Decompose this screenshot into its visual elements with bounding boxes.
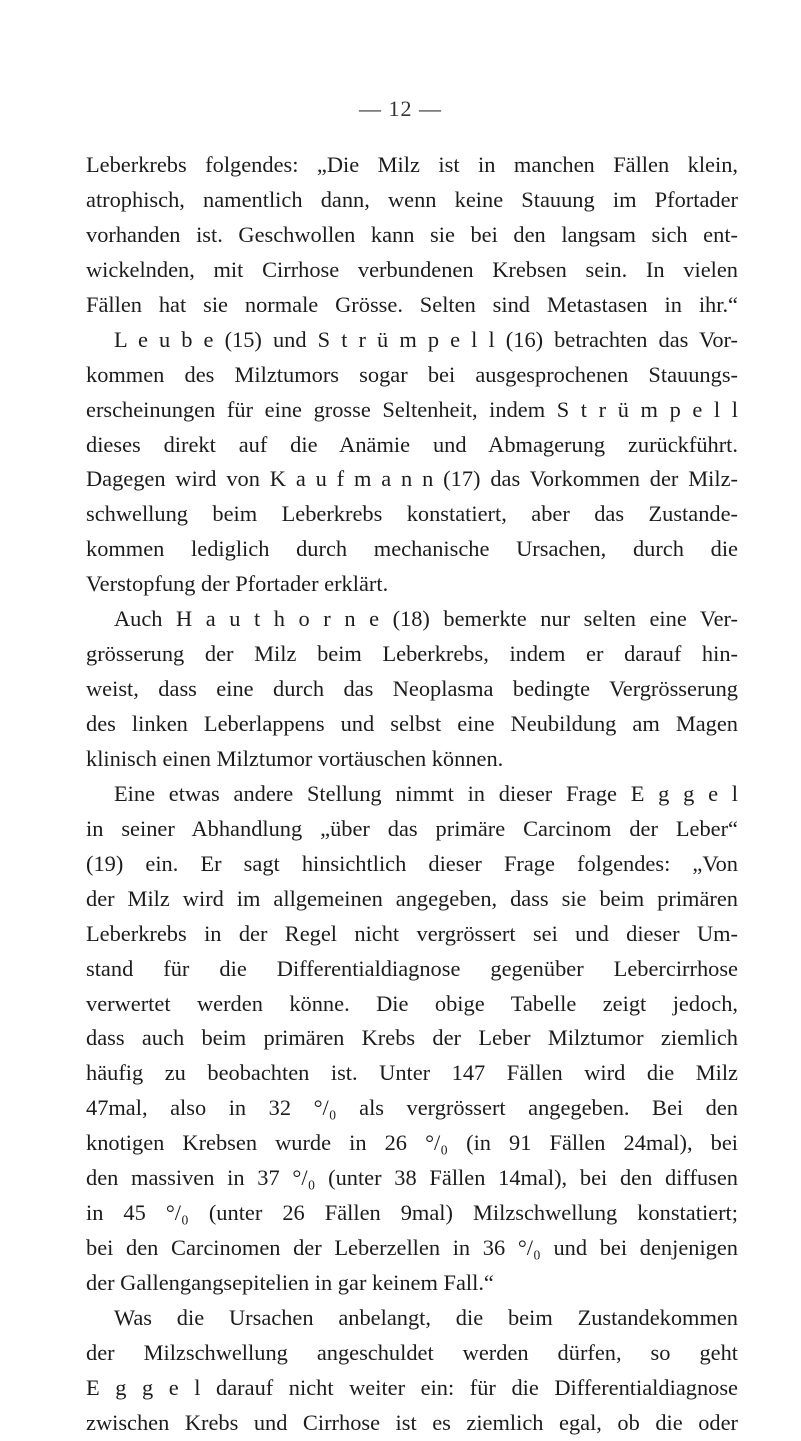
text-line: schwellung beim Leberkrebs konstatiert, aber das Zustande- — [86, 501, 738, 527]
page-number: — 12 — — [359, 96, 442, 121]
text-line: grösserung der Milz beim Leberkrebs, indem er darauf hin- — [86, 641, 738, 667]
text-line: L e u b e (15) und S t r ü m p e l l (16) betrachten das Vor- — [114, 326, 738, 352]
text-line: verwertet werden könne. Die obige Tabelle zeigt jedoch, — [86, 990, 738, 1016]
text-line: zwischen Krebs und Cirrhose ist es ziemlich egal, ob die oder — [86, 1409, 738, 1435]
text-line: häufig zu beobachten ist. Unter 147 Fällen wird die Milz — [86, 1060, 738, 1086]
text-line: der Gallengangsepitelien in gar keinem Fall.“ — [86, 1270, 494, 1295]
text-line: Dagegen wird von K a u f m a n n (17) das Vorkommen der Milz- — [86, 466, 738, 492]
text-line: in seiner Abhandlung „über das primäre Carcinom der Leber“ — [86, 815, 738, 841]
text-line: knotigen Krebsen wurde in 26 °/₀ (in 91 Fällen 24mal), bei — [86, 1130, 738, 1156]
text-line: Fällen hat sie normale Grösse. Selten sind Metastasen in ihr.“ — [86, 291, 738, 317]
text-line: dieses direkt auf die Anämie und Abmagerung zurückführt. — [86, 431, 738, 457]
text-line: Eine etwas andere Stellung nimmt in dieser Frage E g g e l — [114, 780, 738, 806]
text-line: klinisch einen Milztumor vortäuschen können. — [86, 745, 504, 771]
text-line: Was die Ursachen anbelangt, die beim Zustandekommen — [114, 1304, 738, 1330]
text-line: des linken Leberlappens und selbst eine Neubildung am Magen — [86, 711, 738, 736]
text-line: bei den Carcinomen der Leberzellen in 36 °/₀ und bei denjenigen — [86, 1235, 738, 1261]
text-line: stand für die Differentialdiagnose gegenüber Lebercirrhose — [86, 955, 738, 981]
text-line: weist, dass eine durch das Neoplasma bedingte Vergrösserung — [86, 676, 738, 702]
text-line: 47mal, also in 32 °/₀ als vergrössert angegeben. Bei den — [86, 1095, 738, 1121]
text-line: kommen lediglich durch mechanische Ursachen, durch die — [86, 536, 738, 562]
text-line: der Milzschwellung angeschuldet werden dürfen, so geht — [86, 1339, 738, 1365]
text-line: Verstopfung der Pfortader erklärt. — [86, 571, 389, 597]
text-line: Leberkrebs folgendes: „Die Milz ist in manchen Fällen klein, — [86, 152, 738, 177]
text-line: Leberkrebs in der Regel nicht vergrössert sei und dieser Um- — [86, 920, 738, 946]
text-line: in 45 °/₀ (unter 26 Fällen 9mal) Milzschwellung konstatiert; — [86, 1200, 738, 1226]
text-line: Auch H a u t h o r n e (18) bemerkte nur selten eine Ver- — [114, 606, 738, 632]
text-line: E g g e l darauf nicht weiter ein: für die Differentialdiagnose — [86, 1374, 738, 1400]
body-text — [86, 148, 738, 1441]
text-line: dass auch beim primären Krebs der Leber Milztumor ziemlich — [86, 1025, 738, 1051]
text-line: (19) ein. Er sagt hinsichtlich dieser Frage folgendes: „Von — [86, 850, 738, 876]
text-line: den massiven in 37 °/₀ (unter 38 Fällen 14mal), bei den diffusen — [86, 1165, 738, 1191]
text-line: atrophisch, namentlich dann, wenn keine Stauung im Pfortader — [86, 186, 738, 212]
text-line: wickelnden, mit Cirrhose verbundenen Krebsen sein. In vielen — [86, 256, 738, 282]
text-line: der Milz wird im allgemeinen angegeben, dass sie beim primären — [86, 885, 738, 911]
text-line: erscheinungen für eine grosse Seltenheit, indem S t r ü m p e l l — [86, 396, 738, 422]
text-line: kommen des Milztumors sogar bei ausgesprochenen Stauungs- — [86, 361, 738, 387]
text-line: vorhanden ist. Geschwollen kann sie bei den langsam sich ent- — [86, 221, 738, 247]
